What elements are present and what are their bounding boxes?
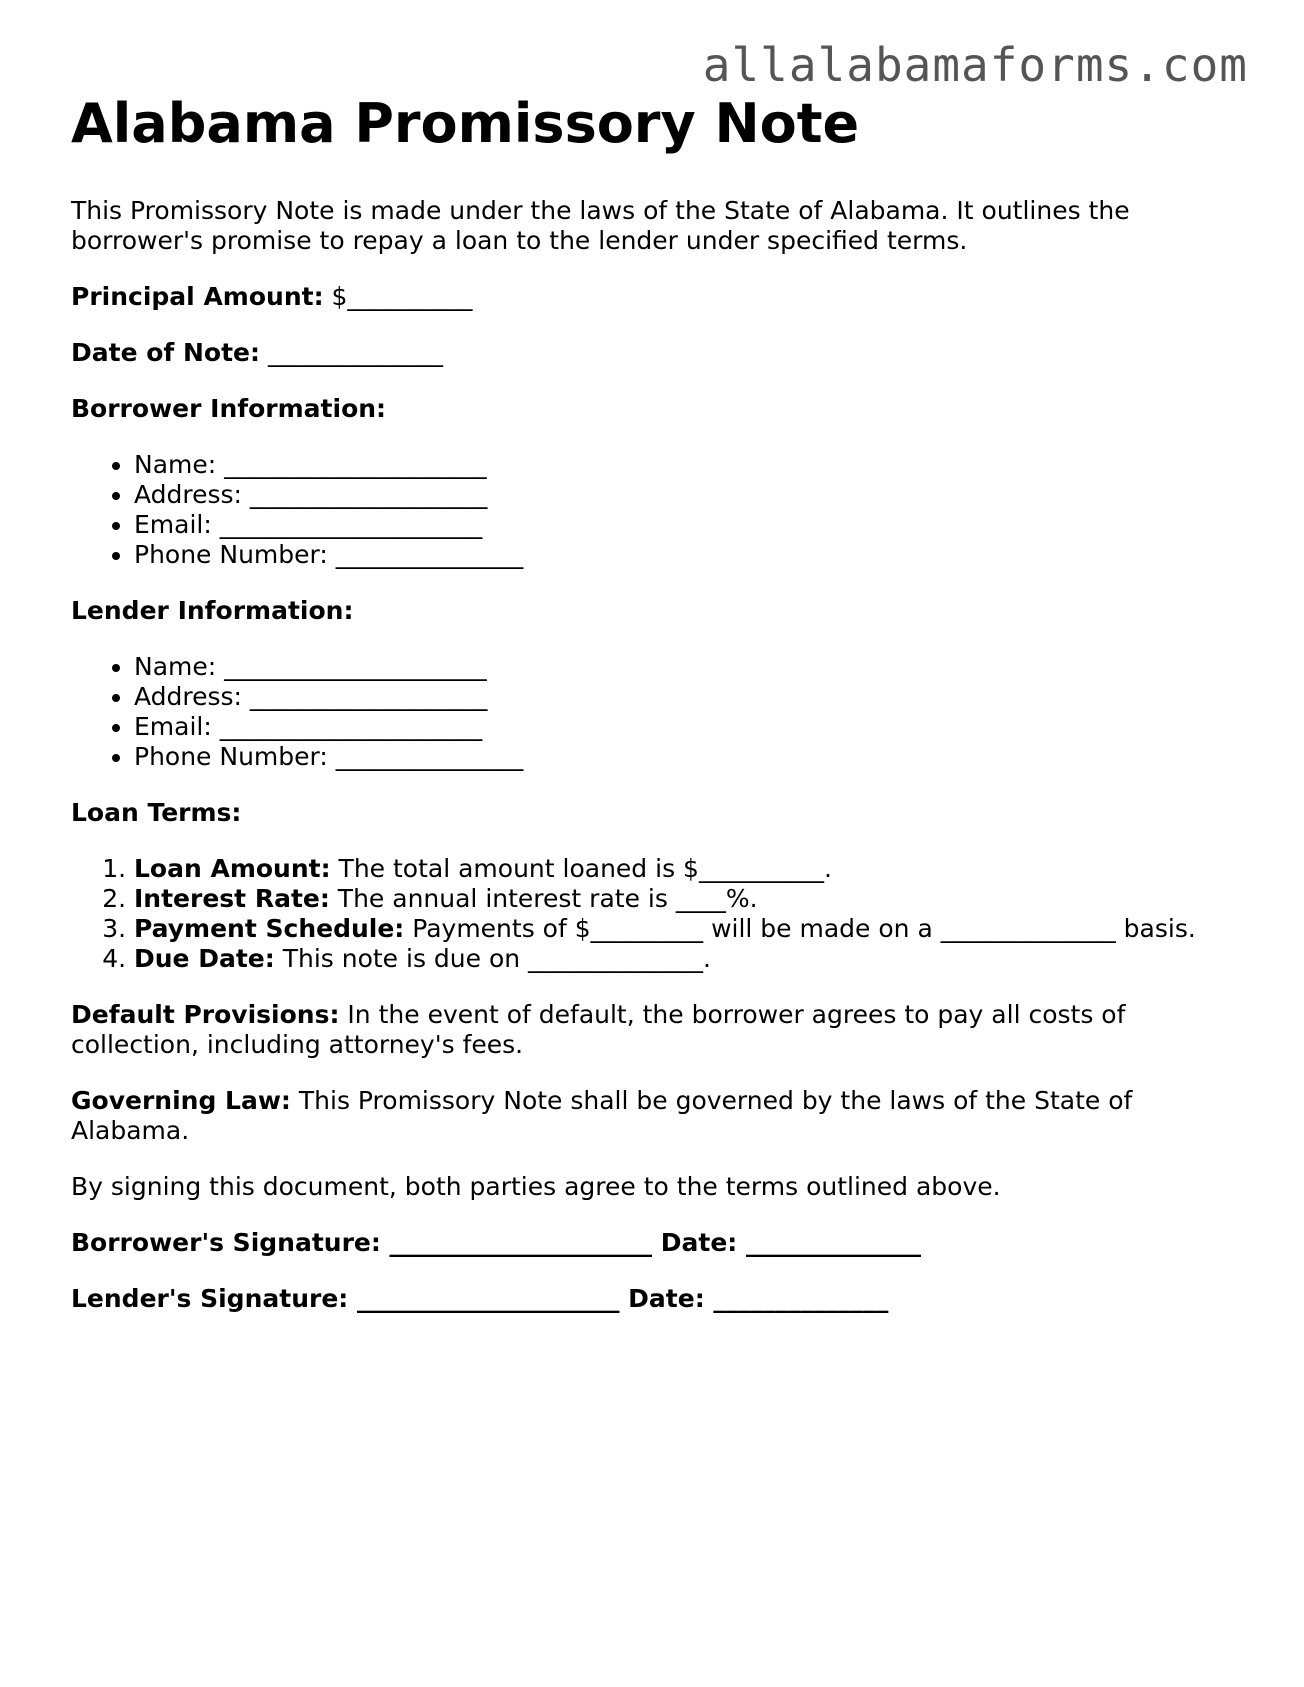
- borrower-info-heading-text: Borrower Information:: [71, 394, 387, 423]
- borrower-signature-line: [71, 1228, 1246, 1258]
- payment-schedule-item: [134, 914, 1246, 944]
- lender-name-item: • Name: _____________________: [134, 652, 1246, 682]
- loan-amount-text: The total amount loaned is $__________.: [330, 854, 832, 883]
- governing-law-paragraph: [71, 1086, 1246, 1146]
- principal-amount-field: $__________: [323, 282, 473, 311]
- interest-rate-label: Interest Rate:: [134, 884, 330, 913]
- intro-paragraph: This Promissory Note is made under the laws of the State of Alabama. It outlines the borrower's promise to repay a loan to the lender under specified terms.: [71, 196, 1130, 255]
- governing-law-text: This Promissory Note shall be governed by the laws of the State of Alabama.: [71, 1086, 1133, 1145]
- lender-info-list: [71, 652, 1246, 772]
- loan-terms-heading-text: Loan Terms:: [71, 798, 242, 827]
- loan-amount-label: Loan Amount:: [134, 854, 331, 883]
- borrower-signature-label: Borrower's Signature: _____________________ Date: ______________: [71, 1228, 921, 1257]
- lender-address-item: • Address: ___________________: [134, 682, 1246, 712]
- lender-info-heading-text: Lender Information:: [71, 596, 354, 625]
- default-provisions-label: Default Provisions:: [71, 1000, 340, 1029]
- due-date-label: Due Date:: [134, 944, 275, 973]
- agreement-paragraph: By signing this document, both parties agree to the terms outlined above.: [71, 1172, 1001, 1201]
- lender-email-item: • Email: _____________________: [134, 712, 1246, 742]
- default-provisions-paragraph: [71, 1000, 1246, 1060]
- borrower-address-item: • Address: ___________________: [134, 480, 1246, 510]
- date-of-note-field: ______________: [260, 338, 443, 367]
- lender-phone-item: • Phone Number: _______________: [134, 742, 1246, 772]
- interest-rate-text: The annual interest rate is ____%.: [329, 884, 758, 913]
- borrower-info-list: [71, 450, 1246, 570]
- borrower-info-heading: [71, 394, 1246, 424]
- document-page: [71, 92, 1246, 1340]
- payment-schedule-label: Payment Schedule:: [134, 914, 405, 943]
- watermark: allalabamaforms.com: [702, 38, 1248, 92]
- lender-signature-line: [71, 1284, 1246, 1314]
- borrower-phone-item: • Phone Number: _______________: [134, 540, 1246, 570]
- governing-law-label: Governing Law:: [71, 1086, 291, 1115]
- loan-amount-item: [134, 854, 1246, 884]
- date-of-note-line: [71, 338, 1246, 368]
- payment-schedule-text: Payments of $_________ will be made on a ______________ basis.: [404, 914, 1196, 943]
- due-date-item: [134, 944, 1246, 974]
- borrower-email-item: • Email: _____________________: [134, 510, 1246, 540]
- loan-terms-heading: [71, 798, 1246, 828]
- principal-amount-label: Principal Amount:: [71, 282, 324, 311]
- due-date-text: This note is due on ______________.: [274, 944, 711, 973]
- lender-info-heading: [71, 596, 1246, 626]
- borrower-name-item: • Name: _____________________: [134, 450, 1246, 480]
- default-provisions-text: In the event of default, the borrower agrees to pay all costs of collection, including attorney's fees.: [71, 1000, 1126, 1059]
- principal-amount-line: [71, 282, 1246, 312]
- loan-terms-list: [71, 854, 1246, 974]
- date-of-note-label: Date of Note:: [71, 338, 260, 367]
- lender-signature-label: Lender's Signature: _____________________ Date: ______________: [71, 1284, 889, 1313]
- interest-rate-item: [134, 884, 1246, 914]
- page-title: Alabama Promissory Note: [71, 92, 860, 155]
